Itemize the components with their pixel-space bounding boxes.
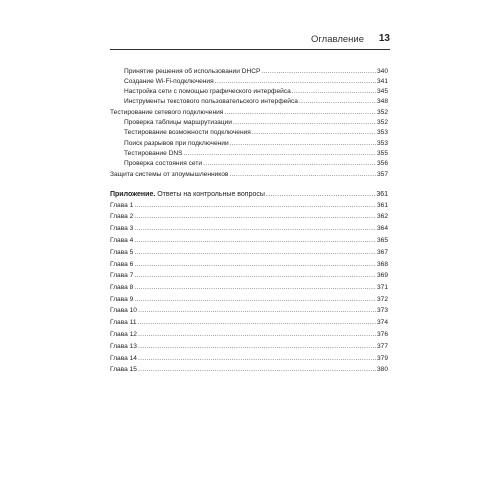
dot-leader [215, 77, 376, 87]
toc-entry-page: 365 [376, 237, 388, 244]
dot-leader [184, 149, 376, 159]
dot-leader [233, 118, 376, 128]
toc-entry-page: 379 [376, 355, 388, 362]
toc-entry-page: 376 [376, 331, 388, 338]
toc-entry-title: Принятие решения об использовании DHCP [124, 68, 261, 75]
toc-entry-page: 380 [376, 366, 388, 373]
toc-chapter-entry [110, 354, 388, 364]
toc-entry [124, 67, 388, 77]
dot-leader [134, 201, 376, 211]
toc-entry-title: Тестирование возможности подключения [124, 129, 251, 136]
toc-entry-title: Глава 3 [110, 225, 134, 232]
toc-chapter-entry [110, 365, 388, 375]
toc-chapter-entry [110, 236, 388, 246]
toc-entry-title: Глава 2 [110, 213, 134, 220]
dot-leader [134, 224, 376, 234]
toc-entry [110, 108, 388, 118]
toc-chapter-entry [110, 318, 388, 328]
toc-chapter-entry [110, 248, 388, 258]
toc-entry-title: Тестирование сетевого подключения [110, 109, 224, 116]
toc-entry-title: Проверка состояния сети [124, 160, 203, 167]
page-number: 13 [378, 33, 390, 44]
dot-leader [134, 271, 376, 281]
toc-chapter-entry [110, 271, 388, 281]
toc-entry-page: 372 [376, 296, 388, 303]
dot-leader [266, 190, 375, 200]
toc-entry-title: Тестирование DNS [124, 150, 183, 157]
toc-entry-title: Поиск разрывов при подключении [124, 140, 229, 147]
appendix-title: Ответы на контрольные вопросы [157, 191, 265, 198]
toc-entry-page: 364 [376, 225, 388, 232]
dot-leader [134, 212, 376, 222]
dot-leader [134, 248, 376, 258]
toc-entry-page: 352 [376, 119, 388, 126]
toc-entry-page: 340 [376, 68, 388, 75]
toc-entry-page: 348 [376, 98, 388, 105]
toc-entry-page: 367 [376, 249, 388, 256]
dot-leader [292, 87, 376, 97]
toc-entry-title: Глава 1 [110, 202, 134, 209]
header-rule [110, 49, 390, 50]
running-header-title: Оглавление [311, 34, 364, 45]
toc-entry-title: Создание Wi-Fi-подключения [124, 78, 214, 85]
toc-entry-page: 353 [376, 140, 388, 147]
toc-entry-page: 373 [376, 307, 388, 314]
toc-entry [110, 170, 388, 180]
toc-entry-page: 353 [376, 129, 388, 136]
toc-chapter-entry [110, 295, 388, 305]
toc-entry-title: Глава 15 [110, 366, 137, 373]
toc-entry-title: Настройка сети с помощью графического интерфейса [124, 88, 291, 95]
toc-entry-page: 374 [376, 319, 388, 326]
toc-entry [124, 118, 388, 128]
toc-chapter-entry [110, 201, 388, 211]
toc-entry [124, 128, 388, 138]
dot-leader [134, 295, 376, 305]
dot-leader [261, 67, 376, 77]
toc-entry-page: 355 [376, 150, 388, 157]
dot-leader [203, 159, 376, 169]
dot-leader [252, 128, 376, 138]
toc-entry-page: 345 [376, 88, 388, 95]
dot-leader [138, 318, 376, 328]
toc-entry-page: 352 [376, 109, 388, 116]
toc-entry [124, 97, 388, 107]
toc-entry-page: 368 [376, 261, 388, 268]
dot-leader [230, 139, 376, 149]
toc-chapter-entry [110, 212, 388, 222]
toc-entry-title: Инструменты текстового пользовательского интерфейса [124, 98, 298, 105]
toc-entry-title: Глава 9 [110, 296, 134, 303]
toc-chapter-entry [110, 342, 388, 352]
toc-entry-title: Глава 12 [110, 331, 137, 338]
toc-entry-title: Защита системы от злоумышленников [110, 171, 229, 178]
toc-entry-page: 361 [376, 191, 388, 198]
toc-appendix-entry [110, 190, 388, 200]
dot-leader [134, 260, 376, 270]
toc-entry [124, 149, 388, 159]
page-header [110, 31, 390, 51]
dot-leader [134, 283, 376, 293]
toc-entry-page: 341 [376, 78, 388, 85]
dot-leader [224, 108, 376, 118]
toc-entry [124, 139, 388, 149]
dot-leader [229, 170, 376, 180]
toc-entry-title: Проверка таблицы маршрутизации [124, 119, 232, 126]
toc-chapter-entry [110, 306, 388, 316]
appendix-prefix: Приложение. [110, 191, 156, 198]
toc-entry [124, 77, 388, 87]
toc-entry-title: Глава 5 [110, 249, 134, 256]
toc-entry-title: Глава 13 [110, 343, 137, 350]
dot-leader [138, 306, 376, 316]
toc-appendix-title [110, 190, 266, 200]
toc-entry-title: Глава 11 [110, 319, 137, 326]
dot-leader [138, 365, 376, 375]
dot-leader [299, 97, 376, 107]
dot-leader [138, 354, 376, 364]
toc-chapter-entry [110, 224, 388, 234]
toc-entry-title: Глава 14 [110, 355, 137, 362]
toc-entry-page: 362 [376, 213, 388, 220]
dot-leader [138, 342, 376, 352]
toc-entry-page: 357 [376, 171, 388, 178]
toc-entry-title: Глава 8 [110, 284, 134, 291]
toc-entry-title: Глава 4 [110, 237, 134, 244]
toc-entry-page: 361 [376, 202, 388, 209]
toc-entry [124, 87, 388, 97]
toc-entry [124, 159, 388, 169]
toc-entry-title: Глава 10 [110, 307, 137, 314]
toc-entry-title: Глава 6 [110, 261, 134, 268]
toc-entry-page: 356 [376, 160, 388, 167]
toc-chapter-entry [110, 330, 388, 340]
dot-leader [138, 330, 376, 340]
toc-entry-page: 369 [376, 272, 388, 279]
toc-entry-page: 371 [376, 284, 388, 291]
toc-entry-title: Глава 7 [110, 272, 134, 279]
toc-chapter-entry [110, 283, 388, 293]
toc-chapter-entry [110, 260, 388, 270]
toc-entry-page: 377 [376, 343, 388, 350]
dot-leader [134, 236, 376, 246]
